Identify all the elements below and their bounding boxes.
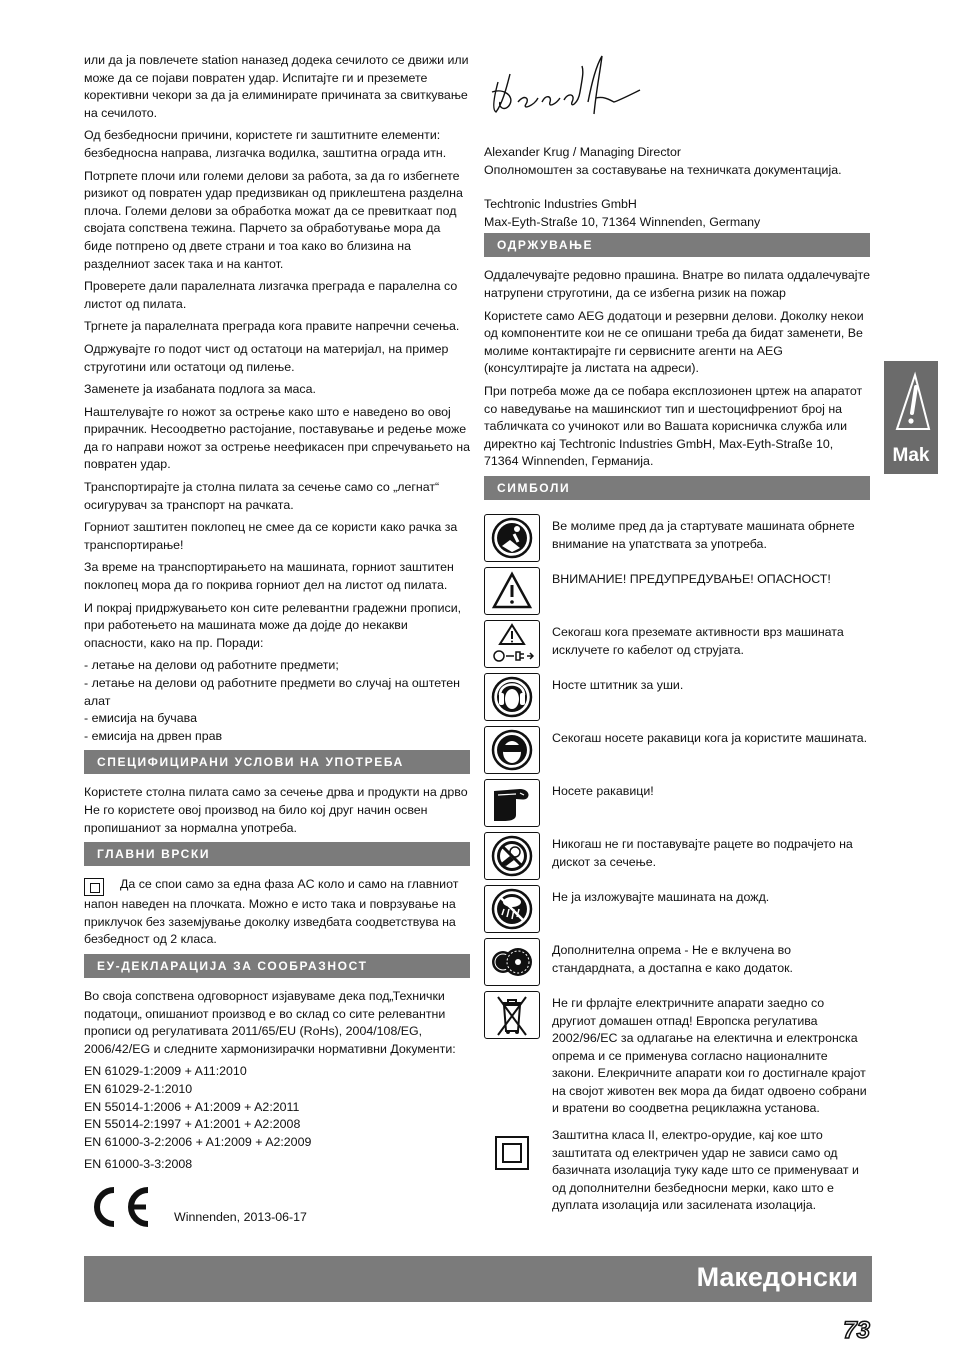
class-ii-icon bbox=[484, 1123, 540, 1183]
warning-icon bbox=[484, 567, 540, 615]
symbol-description: Секогаш носете ракавици кога ја користите машината. bbox=[552, 730, 868, 745]
paragraph: или да ја повлечете station наназед додека сечилото се движи или може да се појави повратен удар. Испитајте ги и преземете корективни чекори за да ја елиминирате причината за свиткување на сечилото. bbox=[84, 53, 469, 120]
paragraph: Тргнете ја паралелната преграда кога правите напречни сечења. bbox=[84, 319, 460, 334]
symbol-row bbox=[484, 938, 870, 986]
symbol-description: Носете ракавици! bbox=[552, 783, 654, 798]
right-column bbox=[484, 52, 870, 1220]
section-heading-main-connections: ГЛАВНИ ВРСКИ bbox=[84, 842, 470, 866]
no-rain-icon bbox=[484, 885, 540, 933]
footer-language: Македонски bbox=[696, 1262, 858, 1292]
signatory: Alexander Krug / Managing Director bbox=[484, 145, 681, 159]
no-hands-icon bbox=[484, 832, 540, 880]
class-ii-small-icon bbox=[84, 878, 104, 896]
read-manual-icon bbox=[484, 514, 540, 562]
symbol-row bbox=[484, 779, 870, 827]
paragraph: Транспортирајте ја столна пилата за сечење само со „легнат“ осигурувач за транспорт на рачката. bbox=[84, 480, 440, 512]
symbol-row bbox=[484, 885, 870, 933]
symbol-description: Заштитна класа II, електро-орудие, кај кое што заштитата од електричен удар не зависи само од базичната изолација туку каде што се применуваат и од дополнителни безбедносни мерки, како што е дуплата изолација или засилената изолација. bbox=[552, 1128, 859, 1213]
hazard-item: - емисија на дрвен прав bbox=[84, 728, 223, 743]
symbol-row bbox=[484, 726, 870, 774]
language-side-tab bbox=[884, 361, 938, 474]
paragraph: Проверете дали паралелната лизгачка преграда е паралелна со листот од пилата. bbox=[84, 279, 458, 311]
symbol-row bbox=[484, 673, 870, 721]
symbol-description: Ве молиме пред да ја стартувате машината обрнете внимание на упатствата за употреба. bbox=[552, 518, 855, 551]
symbol-description: Не ги фрлајте електричните апарати заедно со другиот домашен отпад! Европска регулатива 2002/96/EC за одлагање на електична и електронска опрема и се применува согласно националните закони. Елекричните апарати кои го достигнале крајот на својот животен век мора да бидат одвоено собрани и вратени во соодветна рециклажна установа. bbox=[552, 995, 867, 1116]
ce-row bbox=[84, 1184, 470, 1230]
paragraph: Одржувајте го подот чист од остатоци на материјал, на пример струготини или остатоци од пилење. bbox=[84, 341, 449, 374]
hazard-item: - летање на делови од работните предмети во случај на оштетен алат bbox=[84, 676, 461, 708]
footer-bar bbox=[84, 1256, 872, 1302]
eu-declaration-text: Во своја сопствена одговорност изјавуваме дека под„Технички податоци„ опишаниот производ е во склад со сите релевантни прописи од регулативата 2011/65/EU (RoHs), 2004/108/EG, 2006/42/EG и следните хармонизирачки нормативни Документи: bbox=[84, 988, 456, 1056]
specified-use-text: Користете столна пилата само за сечење дрва и продукти на дрво Не го користете овој производ на било кој друг начин освен пропишаниот за нормална употреба. bbox=[84, 785, 468, 835]
signature bbox=[484, 52, 870, 144]
symbol-row bbox=[484, 514, 870, 562]
paragraph: Горниот заштитен поклопец не смее да се користи како рачка за транспортирање! bbox=[84, 520, 458, 552]
symbol-description: Секогаш кога преземате активности врз машината исклучете го кабелот од струјата. bbox=[552, 624, 844, 657]
standard-item: EN 55014-1:2006 + A1:2009 + A2:2011 bbox=[84, 1099, 300, 1114]
paragraph: За време на транспортирањето на машината, горниот заштитен поклопец мора да го покрива горниот дел на листот од пилата. bbox=[84, 560, 454, 593]
accessory-icon bbox=[484, 938, 540, 986]
symbol-description: Не ја изложувајте машината на дожд. bbox=[552, 889, 770, 904]
symbol-list bbox=[484, 514, 870, 1215]
paragraph: Наштелувајте го ножот за острење како што е наведено во овој прирачник. Несоодветно растојание, поставување и редење може да го направи ножот за острење неефикасен при спречувањето на повратен удар. bbox=[84, 404, 470, 472]
standard-item: EN 61000-3-2:2006 + A1:2009 + A2:2009 bbox=[84, 1134, 312, 1149]
authorized-text: Ополномоштен за составување на техничката документација. bbox=[484, 162, 842, 177]
standard-item: EN 61029-2-1:2010 bbox=[84, 1081, 193, 1096]
main-connections-paragraph: Да се спои само за една фаза AC коло и само на главниот напон наведен на плочката. Можно е исто така и поврзување на приклучок без заземјување доколку изведбата соодветствува на безбедност од 2 класа. bbox=[84, 877, 459, 947]
standard-last: EN 61000-3-3:2008 bbox=[84, 1157, 193, 1172]
maintenance-paragraph: Користете само AEG додатоци и резервни делови. Доколку некои од компонентите кои не се опишани треба да бидат заменети, Ве молиме контактирајте ги сервисните агенти на AEG (консултирајте ја листата на адреси). bbox=[484, 308, 864, 376]
company-address: Max-Eyth-Straße 10, 71364 Winnenden, Germany bbox=[484, 214, 761, 229]
paragraph: Потрпете плочи или големи делови за работа, за да го избегнете ризикот од повратен удар предизвикан од приклештена разделна плоча. Големи делови за обработка можат да се превиткаат под својата сопствена тежина. Парчето за обработување мора да биде потпрено од двете страни и тоа како во близина на разделниот засек така и на кантот. bbox=[84, 168, 463, 271]
left-column bbox=[84, 52, 470, 1230]
paragraph: Од безбедносни причини, користете ги заштитните елементи: безбедносна направа, лизгачка водилка, заштитна ограда итн. bbox=[84, 128, 447, 160]
standards-list bbox=[84, 1063, 470, 1151]
gloves-icon bbox=[484, 779, 540, 827]
section-heading-maintenance: ОДРЖУВАЊЕ bbox=[484, 233, 870, 257]
hazard-intro: И покрај придржувањето кон сите релевантни градежни прописи, при работењето на машината може да дојде до некакви опасности, како на пр. Поради: bbox=[84, 600, 462, 650]
maintenance-paragraph: Оддалечувајте редовно прашина. Внатре во пилата оддалечувајте натрупени струготини, да се избегна ризик на пожар bbox=[484, 268, 870, 300]
section-heading-eu-declaration: ЕУ-ДЕКЛАРАЦИЈА ЗА СООБРАЗНОСТ bbox=[84, 954, 470, 978]
symbol-row bbox=[484, 620, 870, 668]
language-code: Mak bbox=[892, 445, 930, 466]
maintenance-paragraph: При потреба може да се побара експлозионен цртеж на апаратот со наведување на машинскиот тип и шестоцифрениот број на табличката со учинокот или во Вашата корисничка служба или директно кај Techtronic Industries GmbH, Max-Eyth-Straße 10, 71364 Winnenden, Германија. bbox=[484, 383, 863, 469]
ear-protection-icon bbox=[484, 673, 540, 721]
hazard-item: - емисија на бучава bbox=[84, 711, 197, 726]
place-date: Winnenden, 2013-06-17 bbox=[174, 1210, 307, 1225]
eye-protection-icon bbox=[484, 726, 540, 774]
section-heading-specified-use: СПЕЦИФИЦИРАНИ УСЛОВИ НА УПОТРЕБА bbox=[84, 750, 470, 774]
ce-mark-icon bbox=[84, 1184, 154, 1230]
page-number: 73 bbox=[843, 1317, 870, 1344]
symbol-description: Никогаш не ги поставувајте рацете во подрачјето на дискот за сечење. bbox=[552, 836, 853, 869]
unplug-icon bbox=[484, 620, 540, 668]
hazard-item: - летање на делови од работните предмети; bbox=[84, 658, 339, 673]
symbol-row bbox=[484, 1123, 870, 1215]
symbol-description: Дополнителна опрема - Не е вклучена во стандардната, а достапна е како додаток. bbox=[552, 942, 793, 975]
section-heading-symbols: СИМБОЛИ bbox=[484, 476, 870, 500]
weee-bin-icon bbox=[484, 991, 540, 1039]
paragraph: Заменете ја изабаната подлога за маса. bbox=[84, 382, 316, 397]
hazard-list bbox=[84, 657, 470, 745]
symbol-row bbox=[484, 567, 870, 615]
standard-item: EN 55014-2:1997 + A1:2001 + A2:2008 bbox=[84, 1117, 301, 1132]
symbol-description: Носте штитник за уши. bbox=[552, 677, 684, 692]
symbol-row bbox=[484, 991, 870, 1118]
symbol-row bbox=[484, 832, 870, 880]
symbol-description: ВНИМАНИЕ! ПРЕДУПРЕДУВАЊЕ! ОПАСНОСТ! bbox=[552, 571, 831, 586]
warning-exclamation-icon bbox=[891, 369, 931, 435]
company-name: Techtronic Industries GmbH bbox=[484, 197, 637, 212]
signature-image bbox=[484, 52, 654, 132]
standard-item: EN 61029-1:2009 + A11:2010 bbox=[84, 1064, 247, 1079]
